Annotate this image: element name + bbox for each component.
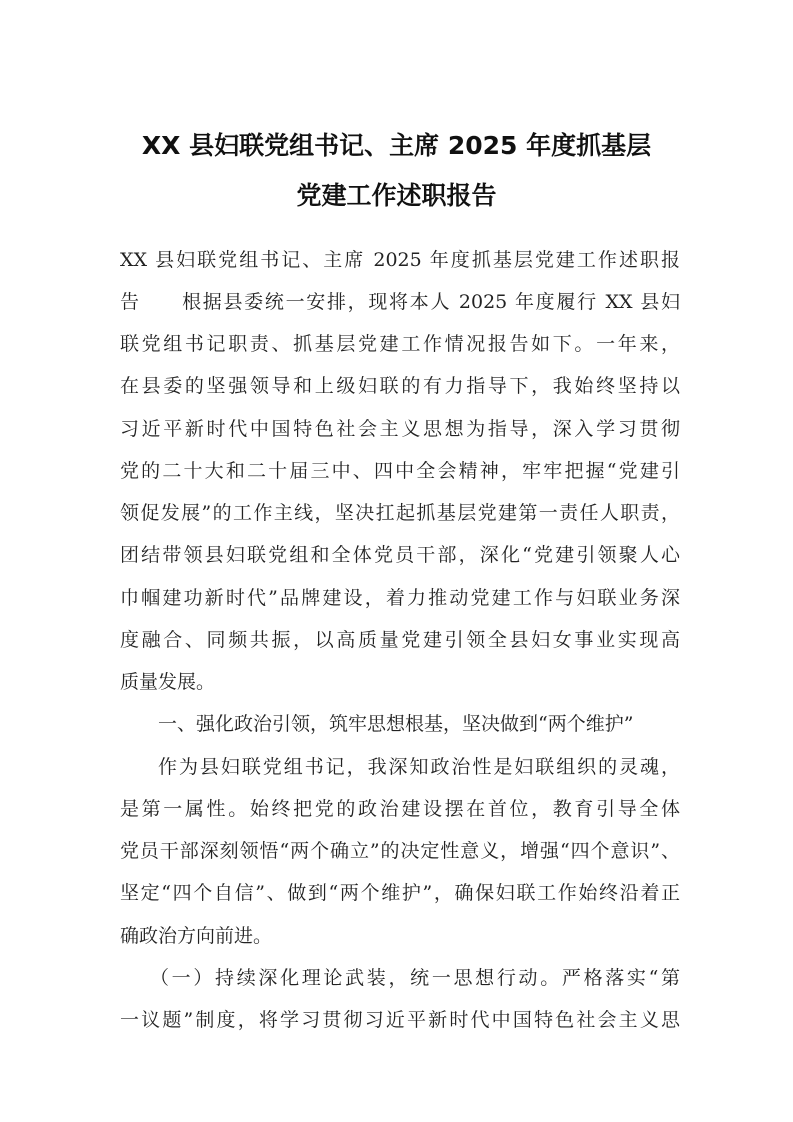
document-title-line-2: 党建工作述职报告	[296, 181, 497, 210]
document-title-line-1: XX 县妇联党组书记、主席 2025 年度抓基层	[141, 131, 652, 160]
body-line: 坚定“四个自信”、做到“两个维护”，确保妇联工作始终沿着正	[120, 882, 680, 904]
body-line: 团结带领县妇联党组和全体党员干部，深化“党建引领聚人心	[120, 544, 680, 566]
body-line: 党员干部深刻领悟“两个确立”的决定性意义，增强“四个意识”、	[120, 840, 680, 862]
body-line: 领促发展”的工作主线，坚决扛起抓基层党建第一责任人职责，	[120, 502, 680, 524]
section-heading: 一、强化政治引领，筑牢思想根基，坚决做到“两个维护”	[158, 713, 634, 735]
body-line: XX 县妇联党组书记、主席 2025 年度抓基层党建工作述职报	[120, 249, 680, 271]
body-line: 度融合、同频共振，以高质量党建引领全县妇女事业实现高	[120, 629, 680, 651]
body-line: 是第一属性。始终把党的政治建设摆在首位，教育引导全体	[120, 798, 680, 820]
body-line: 习近平新时代中国特色社会主义思想为指导，深入学习贯彻	[120, 418, 680, 440]
body-line: 质量发展。	[120, 671, 216, 693]
body-line: 巾帼建功新时代”品牌建设，着力推动党建工作与妇联业务深	[120, 587, 680, 609]
body-line: 在县委的坚强领导和上级妇联的有力指导下，我始终坚持以	[120, 375, 680, 397]
body-line: （一）持续深化理论武装，统一思想行动。严格落实“第	[150, 967, 680, 989]
body-line: 党的二十大和二十届三中、四中全会精神，牢牢把握“党建引	[120, 460, 680, 482]
body-line: 确政治方向前进。	[120, 925, 273, 947]
body-line: 联党组书记职责、抓基层党建工作情况报告如下。一年来，	[120, 333, 680, 355]
body-line: 告 根据县委统一安排，现将本人 2025 年度履行 XX 县妇	[120, 291, 680, 313]
body-line: 一议题”制度，将学习贯彻习近平新时代中国特色社会主义思	[120, 1009, 680, 1031]
body-line: 作为县妇联党组书记，我深知政治性是妇联组织的灵魂，	[158, 756, 680, 778]
